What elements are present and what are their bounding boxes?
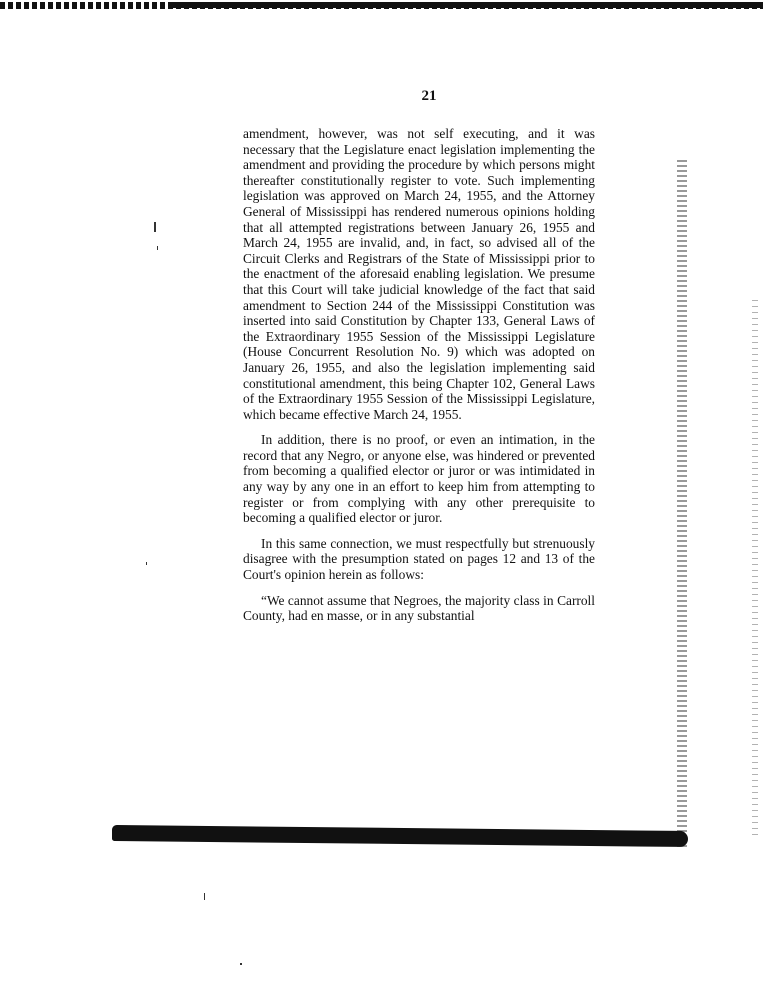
top-border-solid [170, 2, 763, 8]
paragraph-continuation: amendment, however, was not self executing, and it was necessary that the Legislature enact legislation implementing the amendment and providing the procedure by which persons might thereafter constitutionally register to vote. Such implementing legislation was approved on March 24, 1955, and the Attorney General of Mississippi has rendered numerous opinions holding that all attempted registrations between January 26, 1955 and March 24, 1955 are invalid, and, in fact, so advised all of the Circuit Clerks and Registrars of the State of Mississippi prior to the enactment of the aforesaid enabling legislation. We presume that this Court will take judicial knowledge of the fact that said amendment to Section 244 of the Mississippi Constitution was inserted into said Constitution by Chapter 133, General Laws of the Extraordinary 1955 Session of the Mississippi Legislature (House Concurrent Resolution No. 9) which was adopted on January 26, 1955, and also the legislation implementing said constitutional amendment, this being Chapter 102, General Laws of the Extraordinary 1955 Session of the Mississippi Legislature, which became effective March 24, 1955. [243, 126, 595, 422]
quotation-paragraph: “We cannot assume that Negroes, the majority class in Carroll County, had en masse, or in any substantial [243, 592, 595, 624]
page-edge-shadow-outer [752, 300, 758, 840]
scan-speck [154, 222, 156, 232]
paragraph-in-addition: In addition, there is no proof, or even an intimation, in the record that any Negro, or anyone else, was hindered or prevented from becoming a qualified elector or juror or was intimidated in any way by any one in an effort to keep him from attempting to register or from complying with any other prerequisite to becoming a qualified elector or juror. [243, 432, 595, 526]
page-number: 21 [421, 88, 437, 104]
scan-speck [157, 246, 158, 250]
paragraph-same-connection: In this same connection, we must respectfully but strenuously disagree with the presumption stated on pages 12 and 13 of the Court's opinion herein as follows: [243, 535, 595, 583]
bottom-page-edge [112, 825, 688, 847]
scan-speck [240, 963, 242, 965]
document-body [243, 126, 595, 634]
page-edge-shadow [677, 160, 687, 850]
scan-speck [204, 893, 205, 900]
scan-speck [146, 562, 147, 565]
